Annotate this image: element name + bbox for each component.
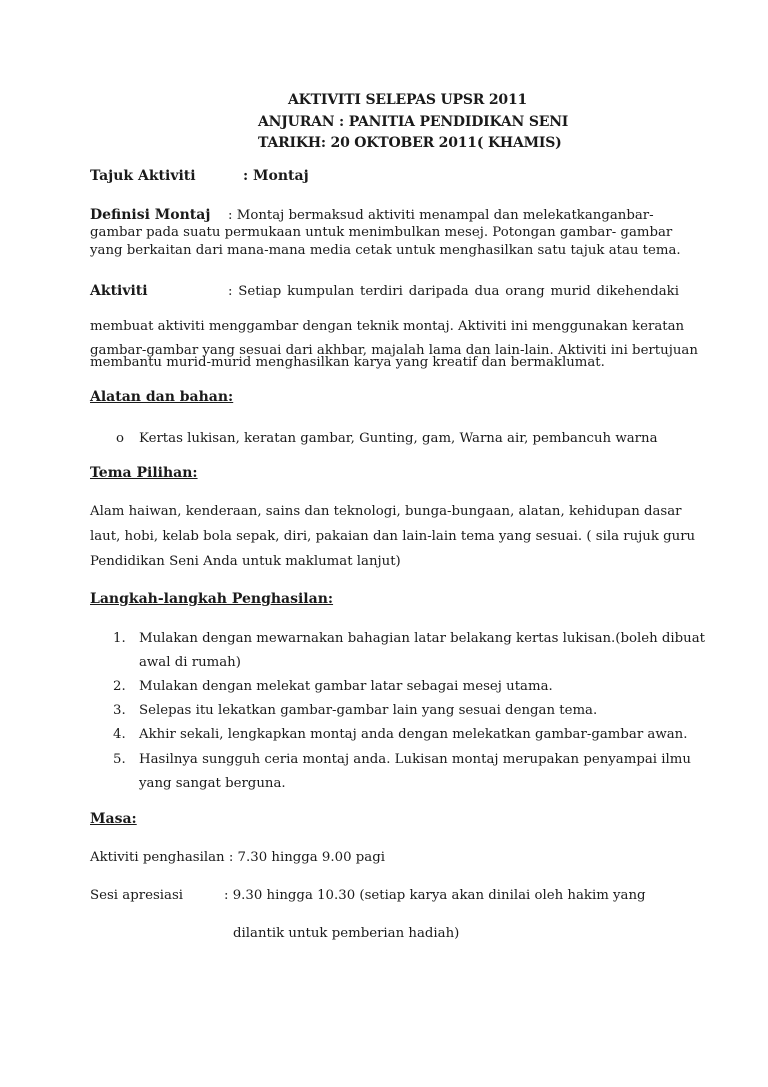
header-date: TARIKH: 20 OKTOBER 2011( KHAMIS) <box>258 135 562 151</box>
step-number: 5. <box>113 752 126 767</box>
definisi-line-2: gambar pada suatu permukaan untuk menimbulkan mesej. Potongan gambar- gambar <box>90 225 673 240</box>
masa-penghasilan: Aktiviti penghasilan : 7.30 hingga 9.00 pagi <box>90 850 385 865</box>
aktiviti-line-3: gambar-gambar yang sesuai dari akhbar, majalah lama dan lain-lain. Aktiviti ini bertujuan <box>90 343 698 358</box>
step-text: Mulakan dengan melekat gambar latar sebagai mesej utama. <box>139 679 553 694</box>
step-text: Mulakan dengan mewarnakan bahagian latar belakang kertas lukisan.(boleh dibuat <box>139 631 706 646</box>
step-text: Akhir sekali, lengkapkan montaj anda dengan melekatkan gambar-gambar awan. <box>139 727 688 742</box>
definisi-label: Definisi Montaj <box>90 207 211 223</box>
step-number: 1. <box>113 631 126 646</box>
masa-apresiasi-line-1: : 9.30 hingga 10.30 (setiap karya akan dinilai oleh hakim yang <box>224 888 646 903</box>
tema-line-3: Pendidikan Seni Anda untuk maklumat lanjut) <box>90 554 401 569</box>
masa-heading: Masa: <box>90 811 137 827</box>
step-number: 2. <box>113 679 126 694</box>
step-text: Hasilnya sungguh ceria montaj anda. Lukisan montaj merupakan penyampai ilmu <box>139 752 691 767</box>
tema-line-2: laut, hobi, kelab bola sepak, diri, pakaian dan lain-lain tema yang sesuai. ( sila rujuk guru <box>90 529 696 544</box>
tajuk-label: Tajuk Aktiviti <box>90 168 196 184</box>
langkah-heading: Langkah-langkah Penghasilan: <box>90 591 334 607</box>
step-text-continued: yang sangat berguna. <box>139 776 286 791</box>
masa-apresiasi-line-2: dilantik untuk pemberian hadiah) <box>233 926 460 941</box>
definisi-line-1: : Montaj bermaksud aktiviti menampal dan melekatkanganbar- <box>228 208 654 223</box>
masa-apresiasi-label: Sesi apresiasi <box>90 888 184 903</box>
aktiviti-line-1: : Setiap kumpulan terdiri daripada dua orang murid dikehendaki <box>228 284 679 299</box>
aktiviti-label: Aktiviti <box>90 283 148 299</box>
step-text: Selepas itu lekatkan gambar-gambar lain yang sesuai dengan tema. <box>139 703 598 718</box>
tema-heading: Tema Pilihan: <box>90 465 198 481</box>
alatan-heading: Alatan dan bahan: <box>90 389 234 405</box>
step-number: 3. <box>113 703 126 718</box>
alatan-bullet: o <box>116 431 125 446</box>
header-title: AKTIVITI SELEPAS UPSR 2011 <box>288 92 528 108</box>
alatan-item: Kertas lukisan, keratan gambar, Gunting, gam, Warna air, pembancuh warna <box>139 431 658 446</box>
aktiviti-line-4: membantu murid-murid menghasilkan karya yang kreatif dan bermaklumat. <box>90 355 605 370</box>
tajuk-value: : Montaj <box>243 168 309 184</box>
header-organizer: ANJURAN : PANITIA PENDIDIKAN SENI <box>258 114 569 130</box>
definisi-line-3: yang berkaitan dari mana-mana media cetak untuk menghasilkan satu tajuk atau tema. <box>90 243 681 258</box>
aktiviti-line-2: membuat aktiviti menggambar dengan teknik montaj. Aktiviti ini menggunakan keratan <box>90 319 685 334</box>
step-number: 4. <box>113 727 126 742</box>
tema-line-1: Alam haiwan, kenderaan, sains dan teknologi, bunga-bungaan, alatan, kehidupan dasar <box>90 504 682 519</box>
step-text-continued: awal di rumah) <box>139 655 241 670</box>
